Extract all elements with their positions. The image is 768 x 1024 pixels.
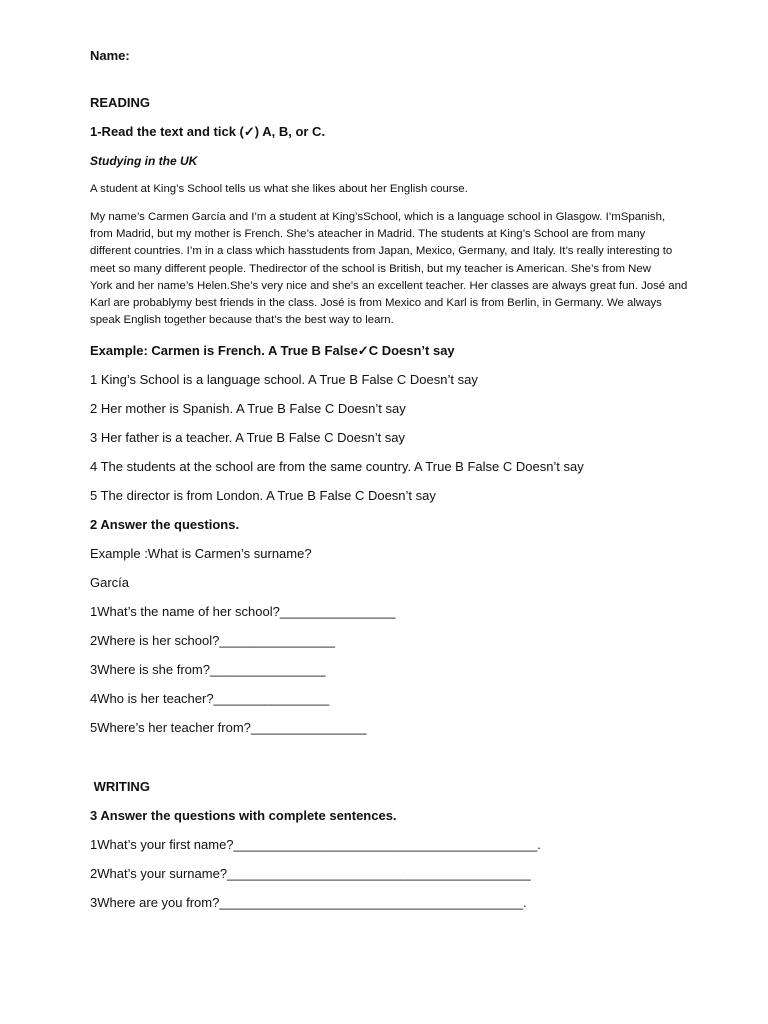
text-intro: A student at King’s School tells us what she likes about her English course.	[90, 183, 468, 195]
task-1-instruction: 1-Read the text and tick (✓) A, B, or C.	[90, 124, 326, 139]
paragraph-line: meet so many different people. Thedirector of the school is British, but my teacher is American. She’s from New	[90, 262, 651, 275]
question-1: 1What’s the name of her school?________________	[90, 604, 396, 619]
statement-5: 5 The director is from London. A True B False C Doesn’t say	[90, 488, 436, 503]
writing-question-2: 2What’s your surname?__________________________________________	[90, 866, 531, 881]
name-label: Name:	[90, 48, 130, 63]
question-5: 5Where’s her teacher from?________________	[90, 720, 367, 735]
statement-3: 3 Her father is a teacher. A True B False C Doesn’t say	[90, 430, 406, 445]
statement-1: 1 King’s School is a language school. A True B False C Doesn’t say	[90, 372, 478, 387]
statement-2: 2 Her mother is Spanish. A True B False C Doesn’t say	[90, 401, 406, 416]
paragraph-line: My name’s Carmen García and I’m a student at King’sSchool, which is a language school in Glasgow. I’mSpanish,	[90, 211, 666, 223]
paragraph-line: from Madrid, but my mother is French. She’s ateacher in Madrid. The students at King’s School are from many	[90, 228, 646, 241]
reading-heading: READING	[90, 95, 150, 110]
task-2-heading: 2 Answer the questions.	[90, 517, 240, 532]
writing-question-1: 1What’s your first name?__________________________________________.	[90, 837, 541, 852]
writing-question-3: 3Where are you from?__________________________________________.	[90, 895, 527, 910]
question-4: 4Who is her teacher?________________	[90, 691, 330, 706]
example-statement: Example: Carmen is French. A True B False✓C Doesn’t say	[90, 343, 455, 358]
reading-paragraph	[90, 209, 686, 329]
text-title: Studying in the UK	[90, 154, 198, 168]
example-answer: García	[90, 575, 130, 590]
task-3-instruction: 3 Answer the questions with complete sentences.	[90, 808, 397, 823]
question-2: 2Where is her school?________________	[90, 633, 336, 648]
example-question: Example :What is Carmen’s surname?	[90, 546, 312, 561]
paragraph-line: Karl are probablymy best friends in the class. José is from Mexico and Karl is from Berlin, in Germany. We always	[90, 297, 662, 310]
question-3: 3Where is she from?________________	[90, 662, 326, 677]
paragraph-line: speak English together because that’s the best way to learn.	[90, 314, 394, 327]
writing-heading: WRITING	[90, 779, 150, 794]
paragraph-line: York and her name’s Helen.She’s very nice and she’s an excellent teacher. Her classes are always great fun. José and	[90, 279, 688, 292]
statement-4: 4 The students at the school are from the same country. A True B False C Doesn’t say	[90, 459, 584, 474]
paragraph-line: different countries. I’m in a class which hasstudents from Japan, Mexico, Germany, and Italy. It’s really interesting to	[90, 245, 673, 258]
